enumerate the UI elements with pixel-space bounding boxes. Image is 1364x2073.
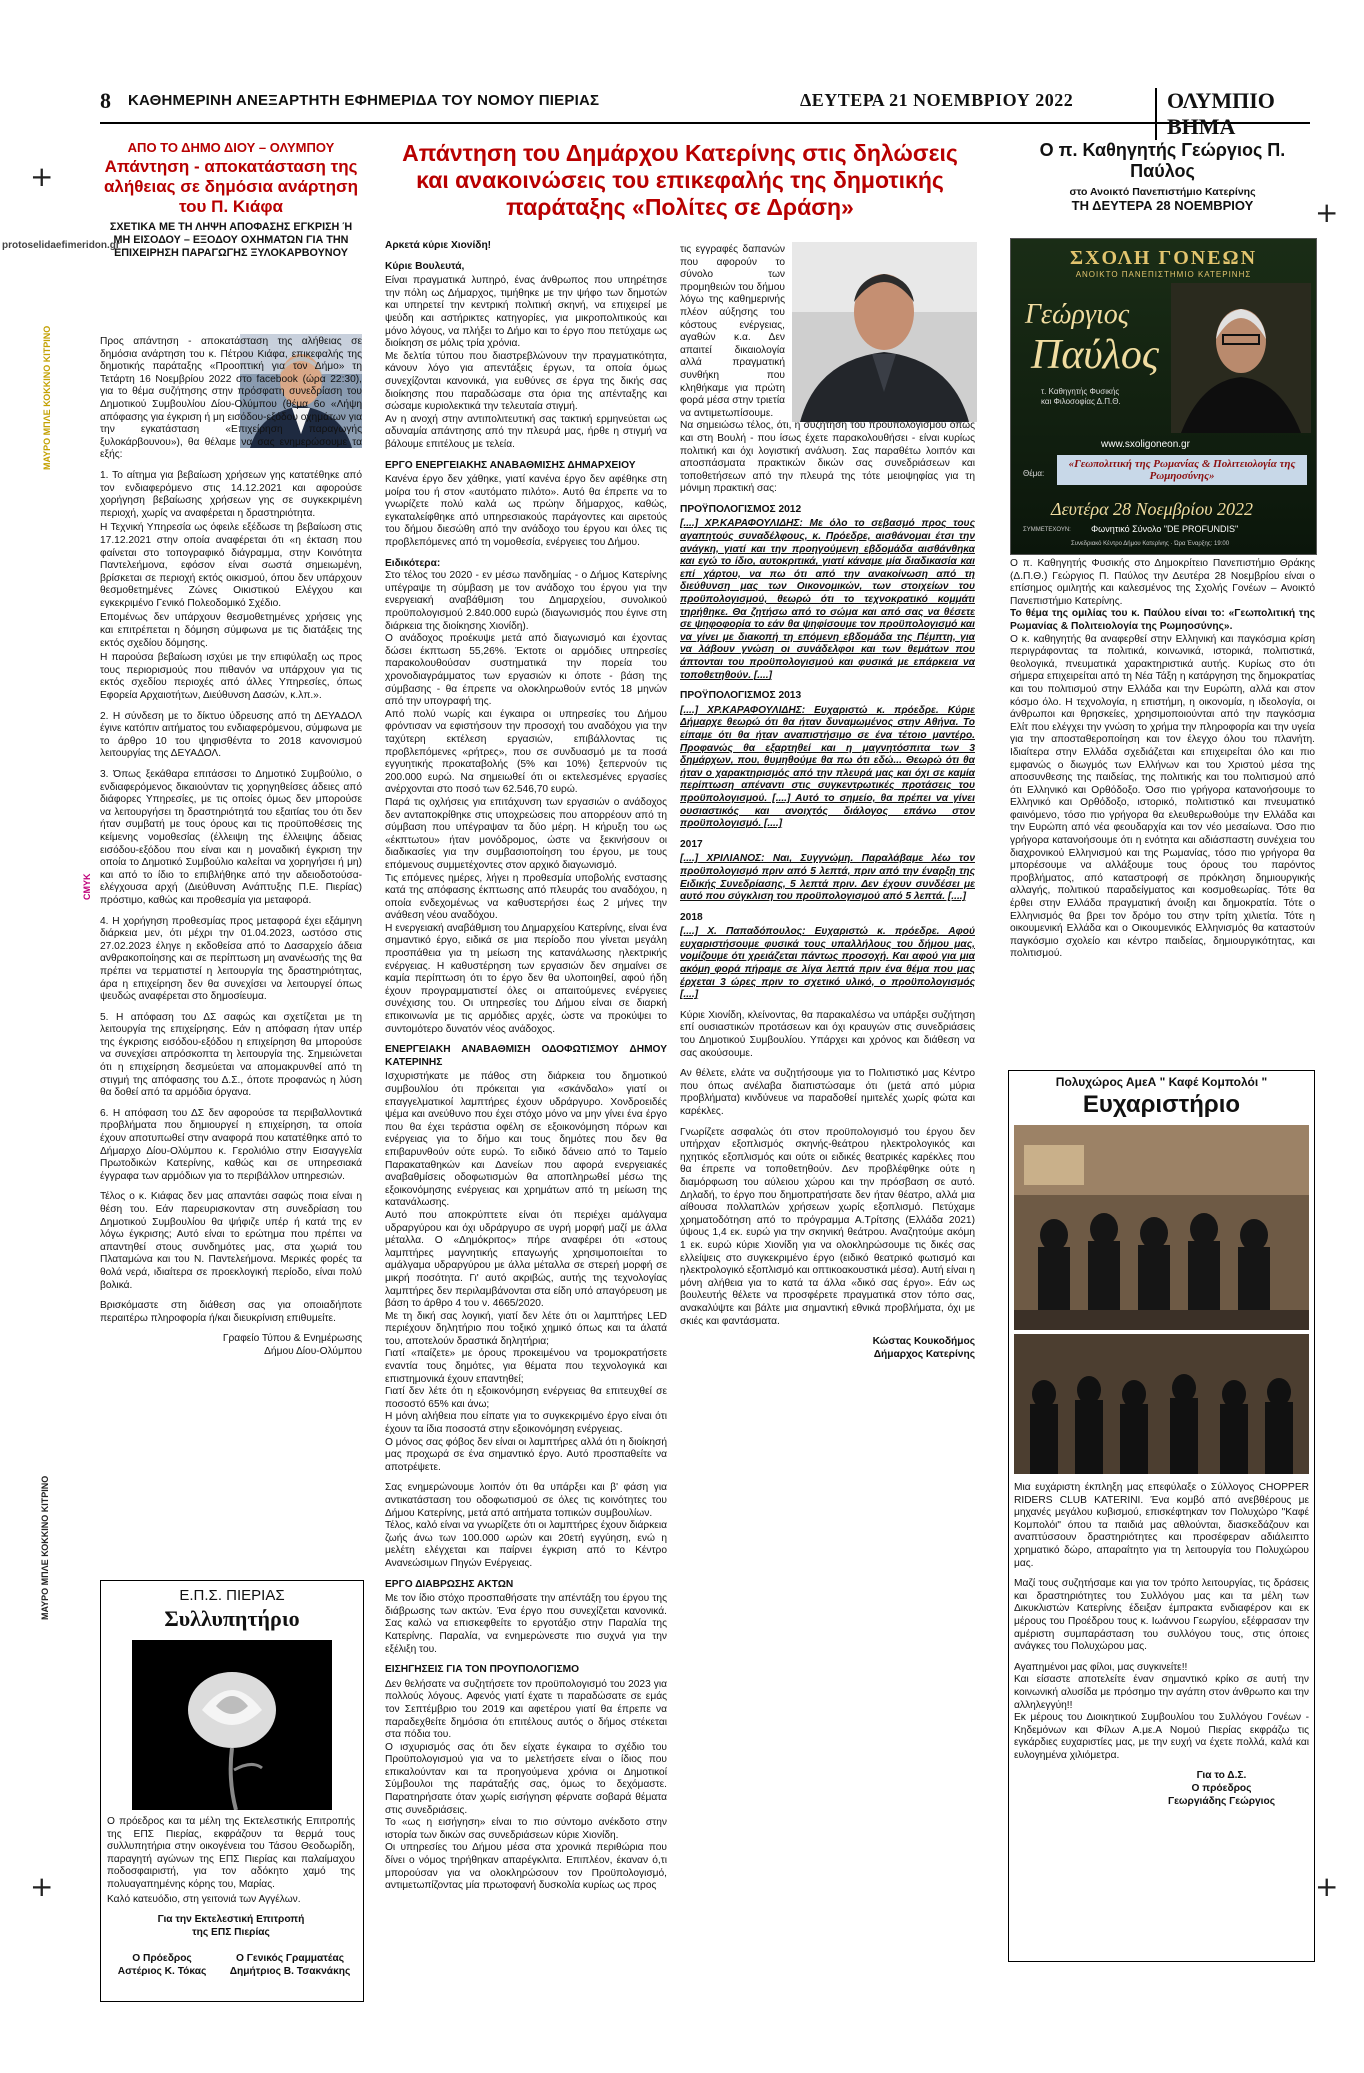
event-body <box>1010 558 1315 1058</box>
event-p2: Το θέμα της ομιλίας του κ. Παύλου είναι το: «Γεωπολιτική της Ρωμανίας & Πολιτειολογία της Ρωμηοσύνης». <box>1010 608 1315 632</box>
main-c1p10: Τις επόμενες ημέρες, λήγει η προθεσμία υποβολής ενστασης κατά της απόφασης έκπτωσης από πλευράς του αναδόχου, η οποία ενδεχομένως να καθυστερήσει έως 2 μήνες την ανάθεση νέου αναδόχου. <box>385 872 667 922</box>
thanks-sign-2: Ο πρόεδρος <box>1191 1783 1252 1795</box>
budget-2013-quote: [....] ΧΡ.ΚΑΡΑΦΟΥΛΙΔΗΣ: Ευχαριστώ κ. πρόεδρε. Κύριε Δήμαρχε θεωρώ ότι θα ήταν δυναμωμένος στην Αθήνα. Το είπαμε ότι θα ήταν αναπιστήσιμο σε ένα τέτοιο μαντέρο. Προφανώς θα εξαρτηθεί και η μαγνητόσπιτα των 3 δημάρχων, που, θυμηθούμε θα πω ότι εδώ... Θεωρώ ότι θα ήταν ο χαρακτηρισμός από την πλευρά μας και όχι σε καμία περίπτωση απέναντι στις συγκεντρωτικές προτάσεις του προϋπολογισμού. [....] Αυτό το σημείο, θα πρέπει να γίνει ουσιαστικός και ανοιχτός διάλογος επάνω στον προϋπολογισμό. [....] <box>680 704 975 830</box>
rose-image <box>132 1640 332 1810</box>
thanks-p4: Και είσαστε αποτελείτε έναν σημαντικό κρίκο σε αυτή την κοινωνική αλυσίδα με πρόσημο την αγάπη στον άνθρωπο και την αλληλεγγύη!! <box>1014 1674 1309 1711</box>
issue-date: ΔΕΥΤΕΡΑ 21 ΝΟΕΜΒΡΙΟΥ 2022 <box>800 90 1074 110</box>
left-p1c: Επομένως δεν υπάρχουν θεσμοθετημένες χρήσεις γης και επιτρέπεται η δόμηση σύμφωνα με τις διατάξεις της εκτός σχεδίου δόμησης. <box>100 612 362 649</box>
main-headline: Απάντηση του Δημάρχου Κατερίνης στις δηλώσεις και ανακοινώσεις του επικεφαλής της δημοτικής παράταξης «Πολίτες σε Δράση» <box>402 140 958 220</box>
event-sub2: ΤΗ ΔΕΥΤΕΡΑ 28 ΝΟΕΜΒΡΙΟΥ <box>1071 198 1254 213</box>
main-c1p16: Γιατί δεν λέτε ότι η εξοικονόμηση ενέργειας θα επιτευχθεί σε ποσοστό 65% και άνω; <box>385 1386 667 1410</box>
main-c2p2: Να σημειώσω τέλος, ότι, η συζήτηση του προϋπολογισμού όπως και στη Βουλή - που ίσως έχετε παρακολουθήσει - είναι κυρίως πολιτική και όχι λογιστική ανάλυση. Σας παραθέτω λοιπόν και αποσπάσματα πρακτικών δικών σας συνεδριάσεων και τοποθετήσεων από την πλευρά της τότε μειοψηφίας για τη μόνιμη πρακτική σας: <box>680 420 975 495</box>
event-p3: Ο κ. καθηγητής θα αναφερθεί στην Ελληνική και παγκόσμια κρίση περιγράφοντας τα πολιτικά, κοινωνικά, ιστορικά, πολιτιστικά, θεολογικά, πνευματικά χαρακτηριστικά αυτής. Κυρίως στο ότι σήμερα επιχειρείται από τη Νέα Τάξη η κατάργηση της δημοκρατίας και του πολιτισμού στην Ελλάδα και την Ευρώπη, αλλά και στον κόσμο όλο. Η τεχνολογία, η επιστήμη, η οικονομία, η ιδεολογία, οι άνθρωποι και θρησκείες, χρησιμοποιούνται από την παγκόσμια Ελίτ που ελέγχει την γνώση το χρήμα την πληροφορία και την υγεία για την αποσταθεροποίηση και τον έλεγχο όλου του πλανήτη. Ιδιαίτερα στην Ελλάδα σχεδιάζεται και επιχειρείται όλο και πιο εμφανώς ο διωγμός των Ελλήνων και του Χριστού μέσα της αποσυνθεσης της παιδείας, της πολιτικής και του πολιτισμού από ότι Ελληνικό και Ορθόδοξο. Όσο πιο γρήγορα κατανοήσουμε το Ελληνικό και Ορθόδοξο, ιστορικό, πολιτιστικό και πνευματικό φαινόμενο, τόσο πιο γρήγορα θα ελευθερωθούμε την Ελλάδα και την Ευρώπη από νέα φεουδαρχία και τον νέο μεσαίωνα. Όσο πιο γρήγορα κατανοήσουμε ότι η ενότητα και αδιάσπαστη συνέχεια του διαχρονικού Ελληνισμού και της Ρωμανίας, τόσο πιο γρήγορα θα μπορέσουμε να αλλάξουμε τους όρους του παρόντος προβλήματος, από καταστροφή σε πρόκληση δημιουργικής αλλαγής, πολιτικού παραδείγματος και κοσμοθεωρίας. Τότε θα έρθει στην Ελλάδα πραγματική άνοιξη και δημοκρατία. Τότε ο Ελληνισμός θα βρει τον δρόμο του στην τρίτη χιλιετία. Τότε η οικουμενική Ελλάδα και ο Οικουμενικός Ελληνισμός θα καταστούν παγκόσμιο σχολείο και κέντρο παιδείας, δημιουργικότητας, και πολιτισμού. <box>1010 633 1315 960</box>
condolence-title: Συλλυπητήριο <box>164 1606 300 1631</box>
main-c1p17: Η μόνη αλήθεια που είπατε για το συγκεκριμένο έργο είναι ότι έχουν τα ίδια ποσοστά στην εξοικονόμηση ενέργειας. <box>385 1411 667 1436</box>
event-p1: Ο π. Καθηγητής Φυσικής στο Δημοκρίτειο Πανεπιστήμιο Θράκης (Δ.Π.Θ.) Γεώργιος Π. Παύλος την Δευτέρα 28 Νοεμβρίου είναι ο επίσημος ομιλητής και καλεσμένος της Σχολής Γονέων – Ανοικτό Πανεπιστήμιο Κατερίνης. <box>1010 558 1315 607</box>
left-p7: Τέλος ο κ. Κιάφας δεν μας απαντάει σαφώς ποια είναι η θέση του. Εάν παρευρισκονταν στη συνεδρίαση του Δημοτικού Συμβουλίου θα ψήφιζε υπέρ ή κατά της εν λόγω έγκρισης; Αυτό είναι το ερώτημα που πρέπει να απαντηθεί στους συνδημότες μας, στα χωριά του Πλαταμώνα και του Ν. Παντελεήμονα. Μερικές φορές τα θολά νερά, ιδιαίτερα σε προεκλογική περίοδο, είναι πολύ βολικά. <box>100 1191 362 1291</box>
main-c1p19: Σας ενημερώνουμε λοιπόν ότι θα υπάρξει και β' φάση για αντικατάσταση του οδοφωτισμού σε όλες τις κοινότητες του Δήμου Κατερίνης, μετά από αιτήματα τοπικών συμβουλίων. <box>385 1482 667 1519</box>
left-sign-municipality: Δήμου Δίου-Ολύμπου <box>264 1345 362 1357</box>
main-col-2 <box>680 244 975 1974</box>
main-c1p6: Στο τέλος του 2020 - εν μέσω πανδημίας - ο Δήμος Κατερίνης υπέγραψε τη σύμβαση με τον ανάδοχο του έργου για την ενεργειακή αναβάθμιση του Δημαρχείου, συνολικού προϋπολογισμού 2.840.000 ευρώ (διαγωνισμός που έγινε στη διάρκεια της διοίκησης Χιονίδη). <box>385 570 667 632</box>
thanks-org: Πολυχώρος ΑμεΑ " Καφέ Κομπολόι " <box>1055 1075 1268 1089</box>
condolence-box <box>100 1580 364 2002</box>
poster-role1: τ. Καθηγητής Φυσικής <box>1041 387 1120 396</box>
left-title: Απάντηση - αποκατάσταση της αλήθειας σε δημόσια ανάρτηση του Π. Κιάφα <box>103 157 359 216</box>
main-c1p4: Κανένα έργο δεν χάθηκε, γιατί κανένα έργο δεν αφέθηκε στη μοίρα του ή στον «αυτόματο πιλότο». Αυτό θα έπρεπε να το γνωρίζετε πολύ καλά ως πρώην δήμαρχος, καθώς, εγκαταλείφθηκε από υπηρεσιακούς παράγοντες και αιρετούς του δήμου διεσώθη από την ανάδοχο του έργου και όλες τις προβλεπόμενες από τη νομοθεσία, ενέργειες του Δήμου. <box>385 474 667 549</box>
thanks-p5: Εκ μέρους του Διοικητικού Συμβουλίου του Συλλόγου Γονέων - Κηδεμόνων και Φίλων Α.με.Α Νομού Πιερίας εκφράζω τις εγκάρδιες ευχαριστίες μας, με την ευχή να έχετε πολλά, καλά και ευλογημένα χιλιόμετρα. <box>1014 1712 1309 1761</box>
bikers-photo-2 <box>1014 1334 1309 1474</box>
poster-url: www.sxoligoneon.gr <box>1101 439 1190 450</box>
paper-title: ΚΑΘΗΜΕΡΙΝΗ ΑΝΕΞΑΡΤΗΤΗ ΕΦΗΜΕΡΙΔΑ ΤΟΥ ΝΟΜΟΥ ΠΙΕΡΙΑΣ <box>128 92 600 109</box>
main-col-1 <box>385 240 667 1975</box>
newspaper-brand: ΟΛΥΜΠΙΟ ΒΗΜΑ <box>1155 88 1310 140</box>
watermark: protoselidaefimeridon.gr <box>2 240 120 251</box>
budget-2017-quote: [....] ΧΡΙΛΙΑΝΟΣ: Ναι, Συγγνώμη. Παραλάβαμε λέω τον προϋπολογισμό πριν από 5 λεπτά, πριν από την έναρξη της Ειδικής Συνεδρίασης, 5 λεπτά πριν. Δεν έχουν συνδέσει με αυτό που σύγκλιση του προϋπολογισμού από 5 λεπτά. [....] <box>680 853 975 903</box>
left-p3: 3. Όπως ξεκάθαρα επιτάσσει το Δημοτικό Συμβούλιο, ο ενδιαφερόμενος δικαιούνταν τις χορηγηθείσες άδειες από διάφορες Υπηρεσίες, με τις οποίες όμως δεν μπορούσε να λειτουργήσει τη δραστηριότητά του εξαιτίας του ότι δεν ήταν συμβατή με τους όρους και τις προϋποθέσεις της κείμενης νομοθεσίας (έλλειψη της έλλειψης άδειας εισόδου-εξόδου που είναι και η μοναδική έγκριση την οποία το Δημοτικό Συμβούλιο καλείται να χορηγήσει ή μη) και από το ίδιο το επιβλήθηκε από την αδειοδοτούσα-ελέγχουσα αρχή (Διεύθυνση Ανάπτυξης Π.Ε. Πιερίας) πρόστιμο, καθώς και προθεσμία για μεταφορά. <box>100 769 362 906</box>
main-c1p13: Αυτό που αποκρύπτετε είναι ότι περιέχει αμάλγαμα υδραργύρου και όχι υδράργυρο σε υγρή μορφή μαζί με άλλα μέταλλα. Ο «Δημόκριτος» πήρε αναφέρει ότι «στους λαμπτήρες μαγνητικής επαγωγής χρησιμοποιείται το αμάλγαμα υδραργύρου με άλλα μέταλλα σε στερεή μορφή σε μικρή ποσότητα. Γι' αυτό ακριβώς, αυτής της τεχνολογίας λαμπτήρες δεν περιλαμβάνονται στα είδη υπό απαγόρευση με βάση το άρθρο 4 του ν. 4665/2020. <box>385 1209 667 1310</box>
poster-venue: Συνεδριακό Κέντρο Δήμου Κατερίνης · Ώρα Έναρξης: 19:00 <box>1071 541 1230 547</box>
poster-last-name: Παύλος <box>1031 332 1159 378</box>
main-h4: ΕΙΣΗΓΗΣΕΙΣ ΓΙΑ ΤΟΝ ΠΡΟΥΠΟΛΟΓΙΣΜΟ <box>385 1664 580 1676</box>
poster-date: Δευτέρα 28 Νοεμβρίου 2022 <box>1051 499 1254 519</box>
main-c1p25: Οι υπηρεσίες του Δήμου μέσα στα χρονικά περιθώρια που δίνει ο νόμος τηρήθηκαν απαρέγκλιτα. Επιπλέον, έκαναν ό,τι μπορούσαν για να ολοκληρώσουν τον Προϋπολογισμό, αντιμετωπίζοντας μία πρωτοφανή δυσκολία κυρίως ως προς <box>385 1842 667 1892</box>
event-sub1: στο Ανοικτό Πανεπιστήμιο Κατερίνης <box>1069 186 1256 198</box>
main-c1p20: Τέλος, καλό είναι να γνωρίζετε ότι οι λαμπτήρες έχουν διάρκεια ζωής άνω των 100.000 ωρών και 20ετή εγγύηση, ενώ η μελέτη ελέγχεται και παίρνει έγκριση από το Κέντρο Ανανεώσιμων Πηγών Ενέργειας. <box>385 1520 667 1569</box>
condolence-for: Για την Εκτελεστική Επιτροπή <box>157 1914 305 1926</box>
thanks-body <box>1014 1482 1309 1808</box>
left-p4: 4. Η χορήγηση προθεσμίας προς μεταφορά έχει εξάμηνη διάρκεια μεν, ότι μέχρι την 01.04.2023, ωστόσο στις 27.02.2023 έληγε η εκδοθείσα από το Δασαρχείο άδεια ανθρακοποίησης και σε περίπτωση μη ανανέωσής της θα πρέπει να τερματιστεί η λειτουργία της δραστηριότητας, άρα η επιχείρηση δεν θα συνεχίσει να λειτουργεί όπως ψευδώς αναφέρεται στο δημοσίευμα. <box>100 915 362 1003</box>
left-p2: 2. Η σύνδεση με το δίκτυο ύδρευσης από τη ΔΕΥΑΔΟΛ έγινε κατόπιν αιτήματος του ενδιαφερόμενου, σύμφωνα με το άρθρο 10 του ψηφισθέντα το 2018 κανονισμού λειτουργίας της ΔΕΥΑΔΟΛ. <box>100 710 362 760</box>
main-c1p9: Παρά τις οχλήσεις για επιτάχυνση των εργασιών ο ανάδοχος δεν ανταποκρίθηκε στις υποχρεώσεις που απορρέουν από τη σύμβαση που υπέγραψαν τα δύο μέρη. Η κήρυξη του ως «έκπτωτου» ήταν μονόδρομος, ώστε να ξεκινήσουν οι διαδικασίες για την συμβασιοποίηση του έργου, με τους επόμενους συμμετέχοντες στον αρχικό διαγωνισμό. <box>385 796 667 871</box>
main-h1: ΕΡΓΟ ΕΝΕΡΓΕΙΑΚΗΣ ΑΝΑΒΑΘΜΙΣΗΣ ΔΗΜΑΡΧΕΙΟΥ <box>385 459 636 471</box>
color-bar-label-1: ΜΑΥΡΟ ΜΠΛΕ ΚΟΚΚΙΝΟ ΚΙΤΡΙΝΟ <box>42 325 52 470</box>
crop-mark-right-bottom: + <box>1315 1870 1339 1903</box>
main-c1p21: Με τον ίδιο στόχο προσπαθήσατε την απέντάξη του έργου της διάβρωσης των ακτών. Ένα έργο που συνεχίζεται κανονικά. Σας καλώ να επισκεφθείτε το εργοτάξιο στην Παραλία της Κατερίνης. Παραλία, να ενημερώνεστε πιο συχνά για την εξέλιξη του. <box>385 1593 667 1655</box>
crop-mark-right-top: + <box>1315 196 1339 229</box>
main-c1p18: Ο μόνος σας φόβος δεν είναι οι λαμπτήρες αλλά ότι η διοίκησή μας προχωρά σε ένα σημαντικό έργο. Αυτό προσπαθείτε να αποτρέψετε. <box>385 1436 667 1473</box>
budget-2018-quote: [....] Χ. Παπαδόπουλος: Ευχαριστώ κ. πρόεδρε. Αφού ευχαριστήσουμε φυσικά τους υπαλλήλους του δήμου μας, νομίζουμε ότι χρειάζεται πάντως προσοχή. Και αφού για μια ακόμη φορά πήραμε σε λίγα λεπτά πριν ένα θέμα που μας έρχεται 3 ώρες πριν το σχετικό υλικό, ο προϋπολογισμός [....] <box>680 926 975 1001</box>
poster-participants-label: ΣΥΜΜΕΤΕΧΟΥΝ: <box>1023 527 1071 533</box>
thanks-title: Ευχαριστήριο <box>1082 1091 1241 1118</box>
left-intro: Προς απάντηση - αποκατάσταση της αλήθειας σε δημόσια ανάρτηση του κ. Πέτρου Κιάφα, επικεφαλής της δημοτικής παράταξης «Προοπτική για τον Δήμο» τη Τετάρτη 16 Νοεμβρίου 2022 στο facebook (ώρα 22:30), για το θέμα συζήτησης στην πρόσφατη συνεδρίαση του Δημοτικού Συμβουλίου Δίου-Ολύμπου (θέμα 6ο «Λήψη απόφασης για έγκριση ή μη εισόδου-εξόδου οχημάτων για την εγκατάσταση «Επιχείρηση παραγωγής ξυλοκάρβουνου»), θα θέλαμε να σας ενημερώσουμε τα εξής: <box>100 336 362 461</box>
left-p1d: Η παρούσα βεβαίωση ισχύει με την επιφύλαξη ως προς τους περιορισμούς που πιθανόν να υπάρχουν για τις εκτός σχεδίου περιοχές από άλλες Υπηρεσίες, όπως Εφορεία Αρχαιοτήτων, Διεύθυνση Δασών, κ.λπ.». <box>100 652 362 702</box>
main-salute: Κύριε Βουλευτά, <box>385 260 465 272</box>
crop-mark-left-bottom: + <box>30 1870 54 1903</box>
thanks-sign-3: Γεωργιάδης Γεώργιος <box>1167 1795 1276 1807</box>
main-c1p2: Με δελτία τύπου που διαστρεβλώνουν την πραγματικότητα, κάνουν λόγο για απεντάξεις έργων, τα οποία όμως συνεχίζονται κανονικά, για ευθύνες σε έργα της δικής σας διοίκησης που παραδώσαμε στα όρια της απένταξης και σώσαμε κυριολεκτικά την τελευταία στιγμή. <box>385 350 667 413</box>
poster-participants: Φωνητικό Σύνολο "DE PROFUNDIS" <box>1091 524 1239 534</box>
condolence-text: Ο πρόεδρος και τα μέλη της Εκτελεστικής Επιτροπής της ΕΠΣ Πιερίας, εκφράζουν τα θερμά τους συλλυπητήρια στην οικογένεια του Τάσου Θεοδωρίδη, παραγητή αγώνων της ΕΠΣ Πιερίας και παλαίμαχου ποδοσφαιριστή, για τον αδόκητο χαμό της πολυαγαπημένης κόρης του, Μαρίας. <box>107 1816 355 1890</box>
left-p1b: Η Τεχνική Υπηρεσία ως όφειλε εξέδωσε τη βεβαίωση στις 17.12.2021 στην οποία αναφέρεται ότι «η έκταση που φαίνεται στο τοπογραφικό διάγραμμα, στην Κοινότητα Παντελεήμονα, εφόσον είναι σωστά σημειωμένη, βρίσκεται σε περιοχή εκτός οικισμού, όπου δεν υπάρχουν θεσμοθετημένες Ζώνες Οικιστικού Ελέγχου και εγκεκριμένο Γενικό Πολεοδομικό Σχέδιο. <box>100 522 362 609</box>
mayor-name: Κώστας Κουκοδήμος <box>872 1336 975 1348</box>
event-poster <box>1010 238 1317 555</box>
main-c1p24: Το «ως η εισήγηση» είναι το πιο σύντομο ανέκδοτο στην ιστορία των δικών σας συνεδριάσεων κύριε Χιονίδη. <box>385 1817 667 1841</box>
thanks-p1: Μια ευχάριστη έκπληξη μας επεφύλαξε ο Σύλλογος CHOPPER RIDERS CLUB KATERINI. Ένα κομβό από ανεβθέρους με μηχανές μεγάλου κυβισμού, επισκέφτηκαν τον Πολυχώρο "Καφέ Κομπολόι" όπου τα παιδιά μας αθλούνται, διασκεδάζουν και αναπτύσσουν δραστηριότητες και προσέφεραν αδιάλειπτο χρηματικό δώρο, απαραίτητο για τη λειτουργία του Πολυχώρου μας. <box>1014 1482 1309 1569</box>
main-c2p5: Γνωρίζετε ασφαλώς ότι στον προϋπολογισμό του έργου δεν υπήρχαν εξοπλισμός σκηνής-θεάτρου ηλεκτρολογικός και ηχητικός εξοπλισμός και ούτε οι ειδικές θεατρικές καρέκλες που θα έπρεπε να τοποθετηθούν. Δεν προβλέφθηκε ούτε η διαμόρφωση του αύλειου χώρου και την πρόσβαση σε αυτό. Δηλαδή, το έργο που δημοπρατήσατε δεν ήταν θέατρο, αλλά μια αίθουσα πολλαπλών χρήσεων χωρίς εξοπλισμό. Πετύχαμε χρηματοδότηση από το πρόγραμμα Α.Τρίτσης (Ελλάδα 2021) ύψους 1,4 εκ. ευρώ για την σκηνική θεάτρου. Αναζητούμε ακόμη 1 εκ. ευρώ κύριε Χιονίδη για να ολοκληρώσουμε τις δικές σας ελλείψεις στο συγκεκριμένο έργο (ειδικό θεατρικό φωτισμό και ηλεκτρολογικό εξοπλισμό και οπτικοακουστικά μέσα). Αυτή είναι η μόνη αλήθεια για το κατά τα άλλα «δικό σας έργο». Εάν ως βουλευτής θέλετε να προσφέρετε πραγματικά στον τόπο σας, ανακαλύψτε και βάλτε μια σημαντική εθνικά προβλήματα, όχι με σκιές και φαντάσματα. <box>680 1126 975 1327</box>
condolence-body <box>107 1816 355 1979</box>
condolence-for2: της ΕΠΣ Πιερίας <box>192 1926 270 1938</box>
left-subtitle: ΣΧΕΤΙΚΑ ΜΕ ΤΗ ΛΗΨΗ ΑΠΟΦΑΣΗΣ ΕΓΚΡΙΣΗ Ή ΜΗ ΕΙΣΟΔΟΥ – ΕΞΟΔΟΥ ΟΧΗΜΑΤΩΝ ΓΙΑ ΤΗΝ ΕΠΙΧΕΙΡΗΣΗ ΠΑΡΑΓΩΓΗΣ ΞΥΛΟΚΑΡΒΟΥΝΟΥ <box>109 221 353 259</box>
main-c2p3: Κύριε Χιονίδη, κλείνοντας, θα παρακαλέσω να υπάρξει συζήτηση επί ουσιαστικών προτάσεων και όχι κραυγών στις συνεδριάσεις του Δημοτικού Συμβουλίου. Υπάρχει και χρόνος και διάθεση να σας ακούσουμε. <box>680 1009 975 1059</box>
main-c1p15: Γιατί «παίζετε» με όρους προκειμένου να τρομοκρατήσετε εναντία τους δημότες, για θέματα που τεχνολογικά και επιστημονικά έχουν επαντηθεί; <box>385 1348 667 1385</box>
main-c1p12: Ισχυριστήκατε με πάθος στη διάρκεια του δημοτικού συμβουλίου ότι πρόκειται για «σκάνδαλο» γιατί οι επαγγελματικοί λαμπτήρες έχουν υδράργυρο. Χονδροειδές ψέμα και ανεύθυνο που έχει στόχο μόνο να μην γίνει ένα έργο που θα έχει τεράστια οφέλη σε εξοικονόμηση πόρων και ενέργειας για το δήμο και τους δημότες που δεν θα επιβαρυνθούν ούτε ευρώ. Το ειδικό δάνειο από το Ταμείο Παρακαταθηκών και Δανείων που αφορά ενεργειακές αναβαθμίσεις οδοφωτισμών θα αποπληρωθεί μέσω της εξοικονόμησης ενέργειας και χρημάτων από τη μείωση της κατανάλωσης. <box>385 1071 667 1209</box>
main-h2: ΕΝΕΡΓΕΙΑΚΗ ΑΝΑΒΑΘΜΙΣΗ ΟΔΟΦΩΤΙΣΜΟΥ ΔΗΜΟΥ ΚΑΤΕΡΙΝΗΣ <box>385 1044 667 1068</box>
main-c1p22: Δεν θελήσατε να συζητήσετε τον προϋπολογισμό του 2023 για πολλούς λόγους. Αφενός γιατί έχατε τι παραδώσατε σε εμάς τον Σεπτέμβριο του 2019 και αφετέρου γιατί θα έπρεπε να παραδεχθείτε δημόσια ότι επιτέλους αυτός ο δήμος στέκεται στα πόδια του. <box>385 1678 667 1741</box>
condolence-text2: Καλό κατευόδιο, στη γειτονιά των Αγγέλων. <box>107 1893 301 1905</box>
thanks-sign-1: Για το Δ.Σ. <box>1196 1770 1247 1782</box>
left-kicker: ΑΠΟ ΤΟ ΔΗΜΟ ΔΙΟΥ – ΟΛΥΜΠΟΥ <box>127 140 335 155</box>
event-title: Ο π. Καθηγητής Γεώργιος Π. Παύλος <box>1039 140 1286 181</box>
left-p8: Βρισκόμαστε στη διάθεση σας για οποιαδήποτε περαιτέρω πληροφορία ή/και διευκρίνιση επιθυμείτε. <box>100 1300 362 1324</box>
main-c1p23: Ο ισχυρισμός σας ότι δεν είχατε έγκαιρα το σχέδιο του Προϋπολογισμού για να το μελετήσετε είναι ο ίδιος που επικαλούνταν και τα προηγούμενα χρόνια οι Δημοτικοί Σύμβουλοι της παράταξής σας, όμως το δεχόμαστε. Παρατηρήσατε όταν χωρίς εισήγηση φέρνατε σοβαρά θέματα στις συνεδριάσεις. <box>385 1741 667 1816</box>
poster-first-name: Γεώργιος <box>1025 299 1130 330</box>
left-p6: 6. Η απόφαση του ΔΣ δεν αφορούσε τα περιβαλλοντικά προβλήματα που δημιουργεί η επιχείρηση, τα οποία έχουν αποτυπωθεί στην αναφορά που κατατέθηκε από το Δήμαρχο Δίου-Ολύμπου κ. Γερολιόλιο στην Εισαγγελία Πρωτοδικών Κατερίνης, καθώς και σε υπηρεσιακά έγγραφα των αρμόδιων για το περιβάλλον υπηρεσιών. <box>100 1107 362 1182</box>
thanks-p3: Αγαπημένοι μας φίλοι, μας συγκινείτε!! <box>1014 1661 1188 1673</box>
left-article-headline <box>100 140 362 260</box>
poster-theme-label: Θέμα: <box>1023 469 1045 478</box>
budget-2013-heading: ΠΡΟΫΠΟΛΟΓΙΣΜΟΣ 2013 <box>680 690 802 702</box>
bikers-photo <box>1014 1125 1309 1330</box>
president-name: Αστέριος Κ. Τόκας <box>117 1965 207 1977</box>
main-c1p3: Αν η ανοχή στην αντιπολιτευτική σας τακτική ερμηνεύεται ως αδυναμία απάντησης από την πλευρά μας, ήρθε η στιγμή να βάλουμε επιτέλους με τελεία. <box>385 413 667 450</box>
budget-2012-quote: [....] ΧΡ.ΚΑΡΑΦΟΥΛΙΔΗΣ: Με όλο το σεβασμό προς τους αγαπητούς συναδέλφους, κ. Πρόεδρε, αισθάνομαι έτσι την ανάγκη, γιατί και την προηγούμενη εβδομάδα αισθάνθηκα και εγώ το ίδιο, αυτοκριτικά, γιατί κάναμε μία διαδικασία και επί χάρτου, να πω ότι από την ανακοίνωση από τη διεύθυνση μας των Οικονομικών, των στοιχείων του προϋπολογισμού, θεωρώ ότι το τεχνοκρατικό κομμάτι τηρήθηκε. Θα ζητήσω από το σώμα και από σας να θέσετε σε ψηφοφορία το εάν θα ψηφίσουμε τον προϋπολογισμό και να γίνει με διακοπή τη επόμενη εβδομάδα της Πέμπτη, για να λάβουν γνώση οι συνάδελφοι και των θεμάτων που άπτονται του προϋπολογισμού και φυσικά με επάρκεια να τοποθετηθούν. [....] <box>680 518 975 681</box>
main-c2p4: Αν θέλετε, ελάτε να συζητήσουμε για το Πολιτιστικό μας Κέντρο που όπως ανέλαβα διαπιστώσαμε ότι (μετά από μύρια προβλήματα) κινδύνευε να παραδοθεί ημιτελές χωρίς φώτα και καρέκλες. <box>680 1068 975 1117</box>
crop-mark-left-top: + <box>30 160 54 193</box>
main-c1p5: Ειδικότερα: <box>385 557 441 569</box>
left-article-body <box>100 336 362 1441</box>
thanks-p2: Μαζί τους συζητήσαμε και για τον τρόπο λειτουργίας, τις δράσεις και δραστηριότητες του Συλλόγου μας και τα μέλη των Δικυκλιστών Κατερίνης έδειξαν έμπρακτα ενδιαφέρον και εκ μέρους του Προέδρου τους κ. Ιωάννου Γεωργίου, εξέφρασαν την αμέριστη συμπαράσταση του συλλόγου τους, στις όποιες ανάγκες του Πολυχώρου μας. <box>1014 1578 1309 1653</box>
main-c1p1: Είναι πραγματικά λυπηρό, ένας άνθρωπος που υπηρέτησε την πόλη ως Δήμαρχος, τιμήθηκε με την ψήφο των δημοτών και υπηρετεί την κεντρική πολιτική σκηνή, να επιχειρεί με ψεύδη και αστήρικτες κατηγορίες, για μικροπολιτικούς και μόνο λόγους, να πλήξει το Δήμο και το έργο που πετύχαμε ως διοίκηση σε μόλις τρία χρόνια. <box>385 275 667 350</box>
secretary-name: Δημήτριος Β. Τσακνάκης <box>229 1965 351 1977</box>
poster-role2: και Φιλοσοφίας Δ.Π.Θ. <box>1041 397 1121 406</box>
color-bar-label-2: CMYK <box>82 873 92 900</box>
main-c1p11: Η ενεργειακή αναβάθμιση του Δημαρχείου Κατερίνης, είναι ένα σημαντικό έργο, ειδικά σε μια περίοδο που γίνεται μεγάλη προσπάθεια για τη μείωση της κατανάλωσης ηλεκτρικής ενέργειας. Η καθυστέρηση των εργασιών δεν σημαίνει σε καμία περίπτωση ότι το έργο δεν θα υλοποιηθεί, αφού ήδη έχουν προγραμματιστεί όλες οι απαιτούμενες ενέργειες συνέχισης του. Οι υπηρεσίες του Δήμου είναι σε διαρκή επικοινωνία με τις αρμόδιες αρχές, ώστε να προκύψει το συντομότερο δυνατόν νέος ανάδοχος. <box>385 922 667 1035</box>
poster-portrait <box>1171 283 1311 433</box>
main-h3: ΕΡΓΟ ΔΙΑΒΡΩΣΗΣ ΑΚΤΩΝ <box>385 1578 514 1590</box>
main-c2p1: τις εγγραφές δαπανών που αφορούν το σύνολο των προμηθειών του δήμου λόγω της καθημερινής πλέον αύξησης του κόστους ενέργειας, αγαθών κ.α. Δεν απαιτεί δικαιολογία αλλά πραγματική συνθήκη που κληθήκαμε για πρώτη φορά μέσα στην τριετία να αντιμετωπίσουμε. <box>680 244 785 419</box>
page-header <box>100 88 1310 139</box>
poster-theme: «Γεωπολιτική της Ρωμανίας & Πολιτειολογία της Ρωμηοσύνης» <box>1057 455 1307 485</box>
thanks-box <box>1008 1070 1315 1962</box>
mayor-role: Δήμαρχος Κατερίνης <box>873 1348 975 1360</box>
page-number: 8 <box>100 88 111 113</box>
main-c1p14: Με τη δική σας λογική, γιατί δεν λέτε ότι οι λαμπτήρες LED περιέχουν δηλητήριο που τοξικό χημικό όπως και τα άλατά του, αποτελούν δραστικά δηλητήρια; <box>385 1310 667 1347</box>
left-sign-office: Γραφείο Τύπου & Ενημέρωσης <box>222 1333 362 1345</box>
poster-school-sub: ΑΝΟΙΚΤΟ ΠΑΝΕΠΙΣΤΗΜΙΟ ΚΑΤΕΡΙΝΗΣ <box>1075 270 1252 279</box>
left-p5: 5. Η απόφαση του ΔΣ σαφώς και σχετίζεται με τη λειτουργία της επιχείρησης. Εάν η απόφαση ήταν υπέρ της έγκρισης εισόδου-εξόδου η επιχείρηση θα μπορούσε να συνεχίσει απρόσκοπτα τη λειτουργία της. Σημειώνεται ότι η επιχείρηση δεσμεύεται να απομακρυνθεί από τη στιγμή της απόφασης του Δ.Σ., όποτε προφανώς η λύση θα δοθεί από τα αρμόδια όργανα. <box>100 1011 362 1099</box>
president-role: Ο Πρόεδρος <box>132 1953 192 1965</box>
event-headline <box>1010 140 1315 213</box>
poster-school: ΣΧΟΛΗ ΓΟΝΕΩΝ <box>1069 247 1258 269</box>
budget-2012-heading: ΠΡΟΫΠΟΛΟΓΙΣΜΟΣ 2012 <box>680 503 802 515</box>
color-bar-label-3: ΜΑΥΡΟ ΜΠΛΕ ΚΟΚΚΙΝΟ ΚΙΤΡΙΝΟ <box>40 1475 50 1620</box>
secretary-role: Ο Γενικός Γραμματέας <box>235 1953 345 1965</box>
main-greeting: Αρκετά κύριε Χιονίδη! <box>385 240 492 251</box>
budget-2018-heading: 2018 <box>680 911 703 923</box>
budget-2017-heading: 2017 <box>680 838 703 850</box>
main-c1p8: Από πολύ νωρίς και έγκαιρα οι υπηρεσίες του Δήμου φρόντισαν να εφιστήσουν την προσοχή του αναδόχου για την ταχύτερη εκτέλεση εργασιών, επιβάλλοντας τις προβλεπόμενες «ρήτρες», που σε συνδυασμό με τα ποσά εγγυητικής προκαταβολής (5% και 10%) ξεπερνούν τις 200.000 ευρώ. Να σημειωθεί ότι οι εκτελεσμένες εργασίες ανέρχονται στο ποσό των 62.546,70 ευρώ. <box>385 708 667 796</box>
left-p1: 1. Το αίτημα για βεβαίωση χρήσεων γης κατατέθηκε από τον ενδιαφερόμενο στις 14.12.2021 και αφορούσε χορήγηση βεβαίωσης χρήσεων γης σε συγκεκριμένη περιοχή, χωρίς να αναφέρεται η δραστηριότητα. <box>100 469 362 519</box>
main-c1p7: Ο ανάδοχος προέκυψε μετά από διαγωνισμό και έχοντας δώσει έκπτωση 55,26%. Έκτοτε οι αρμόδιες υπηρεσίες παρακολουθούσαν συστηματικά την πορεία του χρονοδιαγράμματος των εργασιών κι όποτε - βάση της σύμβασης - θα έπρεπε να ολοκληρωθούν εντός 18 μηνών από την υπογραφή της. <box>385 633 667 708</box>
condolence-org: Ε.Π.Σ. ΠΙΕΡΙΑΣ <box>179 1587 285 1604</box>
